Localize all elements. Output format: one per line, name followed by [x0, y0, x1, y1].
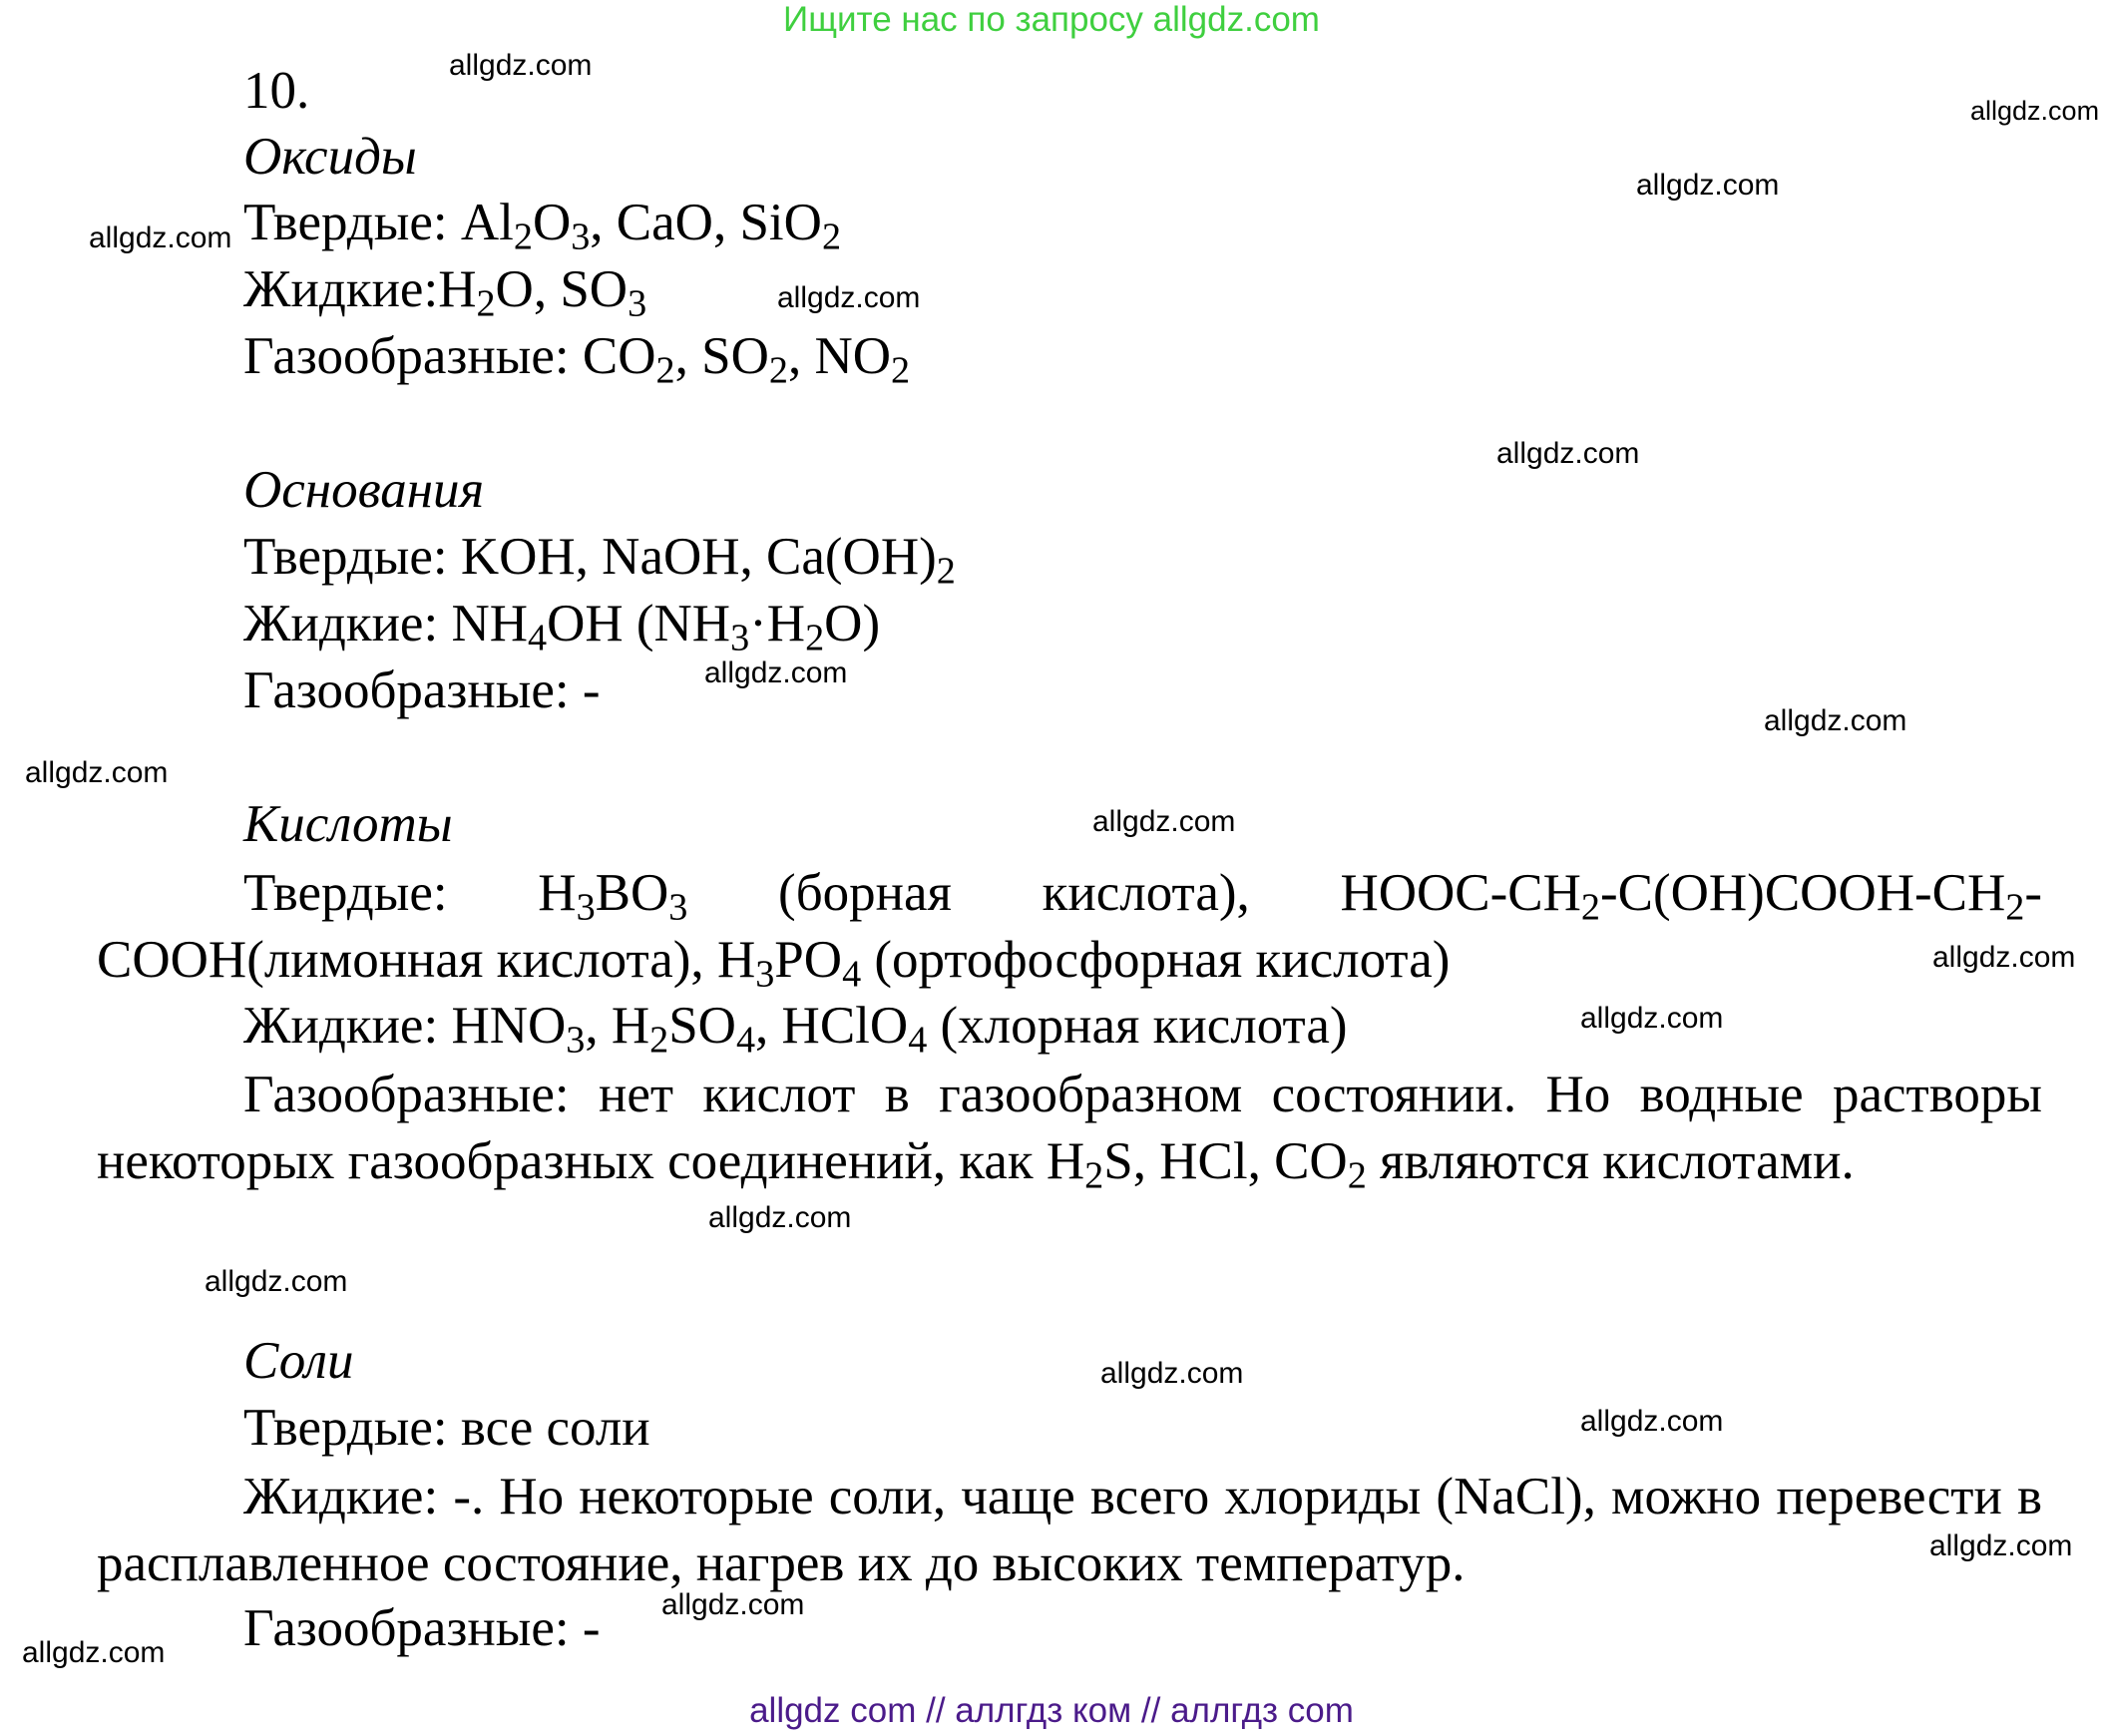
acids-solid: Твердые: $H_3BO_3$ (борная кислота), HOOC-$CH_2-C(OH)COOH-CH_2-COOH(лимонная$ кислота), $H_3PO_4$ (ортофосфорная кислота) [97, 864, 2043, 996]
salts-solid: Твердые: все соли [243, 1399, 650, 1457]
watermark: allgdz.com [1092, 805, 1236, 838]
acids-heading: Кислоты [243, 795, 453, 853]
acids-gas: Газообразные: нет кислот в газообразном состоянии. Но водные растворы некоторых газообразных соединений, как $H_2S$, HCl, $CO_2$ являются кислотами. [97, 1066, 2042, 1197]
watermark: allgdz.com [1580, 1405, 1724, 1438]
watermark: allgdz.com [449, 49, 593, 82]
bases-liquid: Жидкие: $NH_4OH$ $(NH_3\cdot H_2O)$ [243, 595, 881, 659]
footer-links[interactable]: allgdz com // аллгдз ком // аллгдз com [749, 1691, 1354, 1730]
bases-gas: Газообразные: - [243, 661, 601, 719]
watermark: allgdz.com [89, 221, 232, 254]
salts-heading: Соли [243, 1332, 354, 1390]
watermark: allgdz.com [1764, 704, 1907, 737]
oxides-liquid: $Жидкие:H_2O$, $SO_3$ [243, 260, 647, 325]
watermark: allgdz.com [1970, 96, 2100, 126]
watermark: allgdz.com [1100, 1357, 1244, 1390]
acids-liquid: Жидкие: $HNO_3$, $H_2SO_4$, HClO$_4$ (хлорная кислота) [243, 997, 1348, 1062]
watermark: allgdz.com [22, 1636, 166, 1669]
watermark: allgdz.com [1636, 169, 1780, 202]
watermark: allgdz.com [661, 1588, 805, 1621]
bases-heading: Основания [243, 461, 485, 519]
task-number: 10. [243, 62, 310, 120]
oxides-solid: Твердые: $Al_2O_3$, CaO, SiO$_2$ [243, 194, 842, 258]
watermark: allgdz.com [1496, 437, 1640, 470]
watermark: allgdz.com [777, 281, 921, 314]
watermark: allgdz.com [205, 1265, 348, 1298]
top-banner[interactable]: Ищите нас по запросу allgdz.com [783, 0, 1320, 39]
watermark: allgdz.com [1929, 1529, 2073, 1562]
salts-liquid: Жидкие: -. Но некоторые соли, чаще всего хлориды (NaCl), можно перевести в расплавленное состояние, нагрев их до высоких температур. [97, 1468, 2042, 1592]
watermark: allgdz.com [1932, 941, 2076, 974]
salts-gas: Газообразные: - [243, 1599, 601, 1657]
oxides-gas: Газообразные: $CO_2$, $SO_2$, $NO_2$ [243, 327, 911, 392]
bases-solid: Твердые: KOH, NaOH, $Ca(OH)_2$ [243, 528, 956, 593]
watermark: allgdz.com [25, 756, 169, 789]
watermark: allgdz.com [1580, 1002, 1724, 1035]
watermark: allgdz.com [704, 656, 848, 689]
oxides-heading: Оксиды [243, 128, 417, 186]
watermark: allgdz.com [708, 1201, 852, 1234]
